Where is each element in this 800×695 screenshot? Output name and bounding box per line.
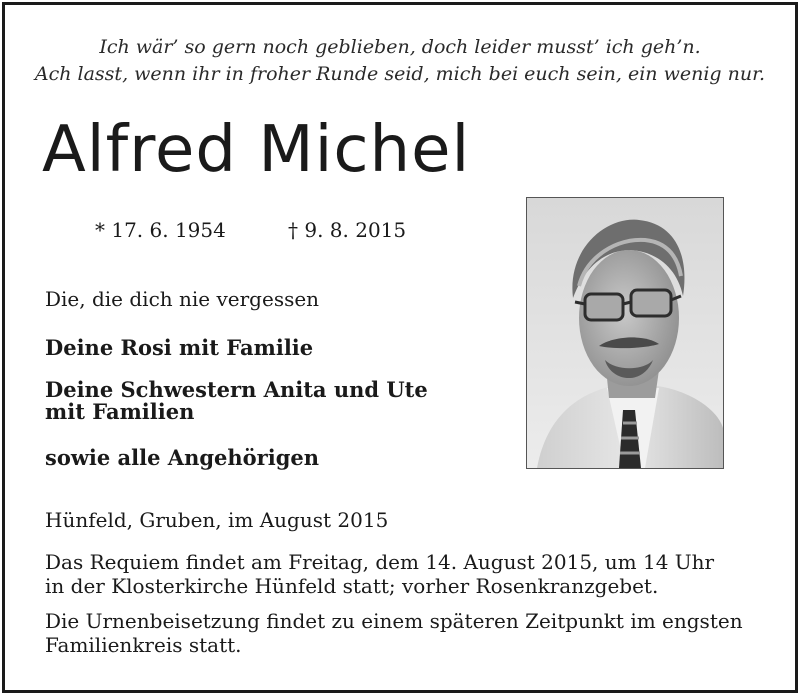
mourner-group-1: Deine Rosi mit Familie	[45, 335, 314, 360]
mourner-group-2-line-2: mit Familien	[45, 399, 195, 424]
requiem-line-1: Das Requiem findet am Freitag, dem 14. August 2015, um 14 Uhr	[45, 550, 715, 574]
burial-line-1: Die Urnenbeisetzung findet zu einem späteren Zeitpunkt im engsten	[45, 609, 743, 633]
motto-line-2: Ach lasst, wenn ihr in froher Runde seid, mich bei euch sein, ein wenig nur.	[34, 63, 766, 85]
birth-date: * 17. 6. 1954	[95, 218, 226, 242]
portrait-photo	[526, 197, 724, 469]
mourner-group-3: sowie alle Angehörigen	[45, 445, 320, 470]
deceased-name: Alfred Michel	[42, 113, 471, 187]
motto-line-1: Ich wär’ so gern noch geblieben, doch leider musst’ ich geh’n.	[99, 36, 701, 58]
mourners-intro: Die, die dich nie vergessen	[45, 287, 320, 311]
mourner-group-2-line-1: Deine Schwestern Anita und Ute	[45, 377, 428, 402]
place-and-date: Hünfeld, Gruben, im August 2015	[45, 508, 389, 532]
requiem-line-2: in der Klosterkirche Hünfeld statt; vorher Rosenkranzgebet.	[45, 574, 659, 598]
death-date: † 9. 8. 2015	[288, 218, 407, 242]
burial-line-2: Familienkreis statt.	[45, 633, 242, 657]
